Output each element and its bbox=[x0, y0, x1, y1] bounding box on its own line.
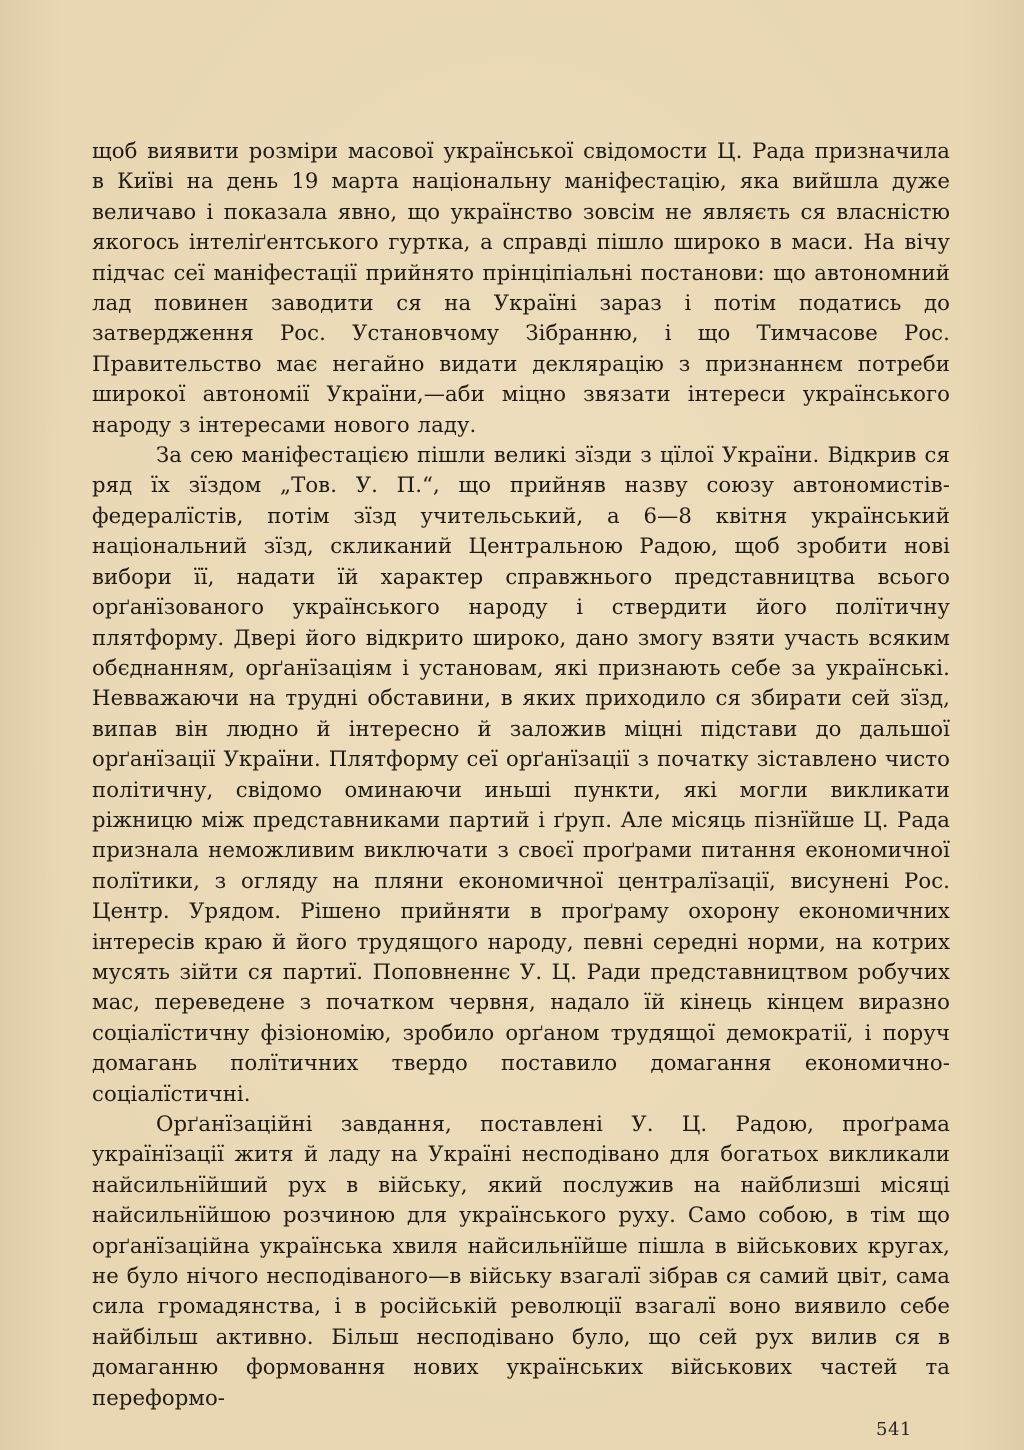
paragraph-3: Орґанїзаційні завдання, поставлені У. Ц. Радою, проґрама українїзації житя й ладу на Україні несподівано для богатьох викликали найсильнїйший рух в війську, який послужив на найблизші місяці найсильнїйшою розчиною для українського руху. Само собою, в тім що орґанїзаційна українська хвиля найсильнїйше пішла в військових кругах, не було нічого несподіваного—в війську взагалї зібрав ся самий цвіт, сама сила громадянства, і в російській революції взагалї воно виявило себе найбільш активно. Більш несподівано було, що сей рух вилив ся в домаганню формовання нових українських військових частей та переформо- bbox=[92, 1111, 950, 1410]
paragraph-1: щоб виявити розміри масової української свідомости Ц. Рада призначила в Київі на день 19 марта національну маніфестацію, яка вийшла дуже величаво і показала явно, що українство зовсім не являєть ся власністю якогось інтеліґентського гуртка, а справді пішло широко в маси. На вічу підчас сеї маніфестації прийнято прінціпіальні постанови: що автономний лад повинен заводити ся на Україні зараз і потім податись до затвердження Рос. Установчому Зібранню, і що Тимчасове Рос. Правительство має негайно видати деклярацію з признаннєм потреби широкої автономії України,—аби міцно звязати інтереси українського народу з інтересами нового ладу. bbox=[92, 138, 950, 437]
paragraph-2: За сею маніфестацією пішли великі зїзди з цїлої України. Відкрив ся ряд їх зїздом „Тов. У. П.“, що прийняв назву союзу автономистів-федералїстів, потім зїзд учительський, а 6—8 квітня український національний зїзд, скликаний Центральною Радою, щоб зробити нові вибори її, надати їй характер справжнього представництва всього орґанїзованого українського народу і ствердити його полїтичну плятформу. Двері його відкрито широко, дано змогу взяти участь всяким обєднанням, орґанїзаціям і установам, які признають себе за українські. Невважаючи на трудні обставини, в яких приходило ся збирати сей зїзд, випав він людно й інтересно й заложив міцні підстави до дальшої орґанїзації України. Плятформу сеї орґанїзації з початку зіставлено чисто політичну, свідомо оминаючи иньші пункти, які могли викликати ріжницю між представниками партий і ґруп. Але місяць пізнїйше Ц. Рада признала неможливим виключати з своєї проґрами питання економичної полїтики, з огляду на пляни економичної централїзації, висунені Рос. Центр. Урядом. Рішено прийняти в проґраму охорону економичних інтересів краю й його трудящого народу, певні середні норми, на котрих мусять зійти ся партиї. Поповненнє У. Ц. Ради представництвом робучих мас, переведене з початком червня, надало їй кінець кінцем виразно соціалїстичну фізіономію, зробило орґаном трудящої демократії, і поруч домагань полїтичних твердо поставило домагання економично-соціалїстичні. bbox=[92, 442, 950, 1106]
page-number: 541 bbox=[876, 1419, 912, 1440]
body-text bbox=[92, 136, 950, 1413]
